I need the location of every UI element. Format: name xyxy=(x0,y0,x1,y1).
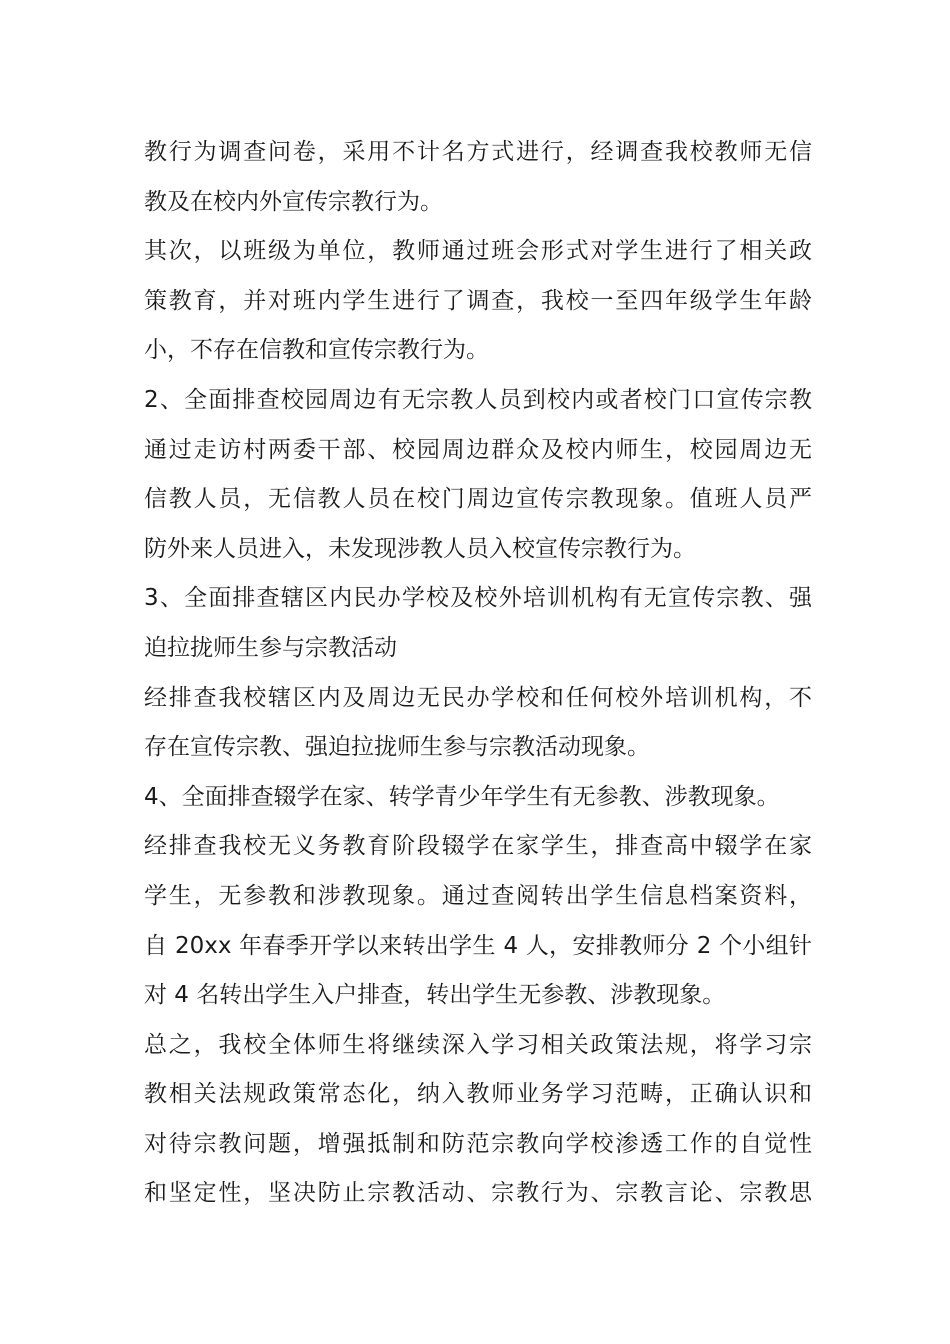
text-line: 教相关法规政策常态化，纳入教师业务学习范畴，正确认识和 xyxy=(144,1081,812,1108)
heading-line: 4、全面排查辍学在家、转学青少年学生有无参教、涉教现象。 xyxy=(144,783,780,810)
text-line: 教行为调查问卷，采用不计名方式进行，经调查我校教师无信 xyxy=(144,139,812,165)
text-line: 自 20xx 年春季开学以来转出学生 4 人，安排教师分 2 个小组针 xyxy=(144,932,812,959)
text-line: 防外来人员进入，未发现涉教人员入校宣传宗教行为。 xyxy=(144,535,696,562)
text-line: 教及在校内外宣传宗教行为。 xyxy=(144,188,443,215)
text-line: 对待宗教问题，增强抵制和防范宗教向学校渗透工作的自觉性 xyxy=(144,1130,812,1157)
text-line: 总之，我校全体师生将继续深入学习相关政策法规，将学习宗 xyxy=(144,1031,812,1058)
text-line: 存在宣传宗教、强迫拉拢师生参与宗教活动现象。 xyxy=(144,734,650,761)
heading-line: 迫拉拢师生参与宗教活动 xyxy=(144,634,397,661)
text-line: 通过走访村两委干部、校园周边群众及校内师生，校园周边无 xyxy=(144,436,812,463)
text-line: 小，不存在信教和宣传宗教行为。 xyxy=(144,337,489,364)
text-line: 对 4 名转出学生入户排查，转出学生无参教、涉教现象。 xyxy=(144,982,726,1009)
text-line: 信教人员，无信教人员在校门周边宣传宗教现象。值班人员严 xyxy=(144,486,812,513)
text-line: 策教育，并对班内学生进行了调查，我校一至四年级学生年龄 xyxy=(144,287,812,314)
text-line: 其次，以班级为单位，教师通过班会形式对学生进行了相关政 xyxy=(144,238,812,265)
text-line: 经排查我校无义务教育阶段辍学在家学生，排查高中辍学在家 xyxy=(144,833,812,860)
text-line: 经排查我校辖区内及周边无民办学校和任何校外培训机构，不 xyxy=(144,684,812,711)
body-text xyxy=(144,128,812,1219)
text-line: 学生，无参教和涉教现象。通过查阅转出学生信息档案资料， xyxy=(144,882,812,909)
heading-line: 3、全面排查辖区内民办学校及校外培训机构有无宣传宗教、强 xyxy=(144,585,812,612)
heading-line: 2、全面排查校园周边有无宗教人员到校内或者校门口宣传宗教 xyxy=(144,386,812,413)
text-line: 和坚定性，坚决防止宗教活动、宗教行为、宗教言论、宗教思 xyxy=(144,1180,812,1207)
